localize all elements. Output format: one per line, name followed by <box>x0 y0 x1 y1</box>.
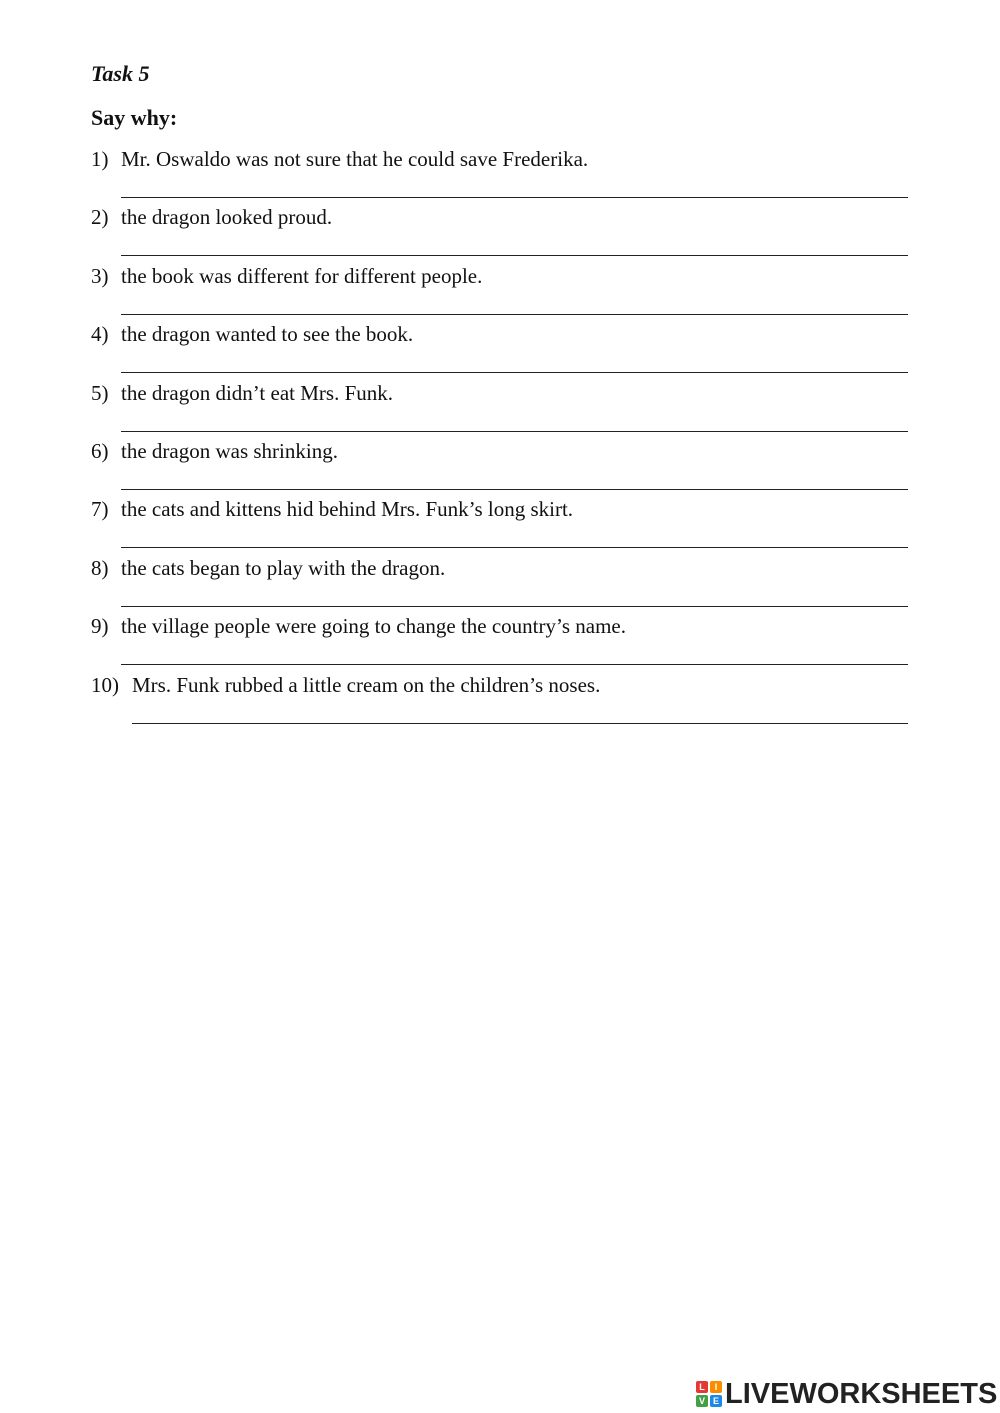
answer-field[interactable] <box>121 372 908 373</box>
answer-field[interactable] <box>132 723 908 724</box>
answer-field[interactable] <box>121 431 908 432</box>
question-list <box>91 145 911 729</box>
question-item <box>91 203 911 261</box>
logo-tile-l: L <box>696 1381 708 1393</box>
answer-field[interactable] <box>121 489 908 490</box>
question-text: the book was different for different people. <box>121 263 483 288</box>
question-item <box>91 554 911 612</box>
question-number: 1) <box>91 147 109 171</box>
logo-tile-v: V <box>696 1395 708 1407</box>
question-item <box>91 379 911 437</box>
answer-field[interactable] <box>121 255 908 256</box>
answer-field[interactable] <box>121 197 908 198</box>
question-number: 10) <box>91 672 119 697</box>
question-item <box>91 262 911 320</box>
question-text: the village people were going to change the country’s name. <box>121 614 626 639</box>
answer-field[interactable] <box>121 664 908 665</box>
question-item <box>91 145 911 203</box>
question-text: the dragon wanted to see the book. <box>121 322 414 347</box>
question-item <box>91 320 911 378</box>
answer-field[interactable] <box>121 547 908 548</box>
question-item <box>91 495 911 553</box>
question-item <box>91 437 911 495</box>
question-text: the dragon looked proud. <box>121 205 333 230</box>
question-text: the dragon was shrinking. <box>121 438 338 463</box>
question-text: the cats began to play with the dragon. <box>121 555 446 580</box>
question-number: 7) <box>91 497 109 522</box>
question-number: 3) <box>91 263 109 288</box>
question-text: Mr. Oswaldo was not sure that he could save Frederika. <box>121 147 589 171</box>
question-text: the cats and kittens hid behind Mrs. Funk’s long skirt. <box>121 497 574 522</box>
logo-tile-e: E <box>710 1395 722 1407</box>
task-title: Task 5 <box>91 61 150 86</box>
brand-name: LIVEWORKSHEETS <box>725 1378 998 1410</box>
question-item <box>91 671 911 729</box>
question-number: 4) <box>91 322 109 347</box>
question-number: 5) <box>91 380 109 405</box>
question-number: 2) <box>91 205 109 230</box>
instruction-heading: Say why: <box>91 105 178 130</box>
liveworksheets-brand <box>696 1378 997 1410</box>
liveworksheets-logo-icon <box>696 1381 722 1407</box>
answer-field[interactable] <box>121 314 908 315</box>
logo-tile-i: I <box>710 1381 722 1393</box>
question-item <box>91 612 911 670</box>
question-number: 8) <box>91 555 109 580</box>
question-number: 6) <box>91 438 109 463</box>
question-text: the dragon didn’t eat Mrs. Funk. <box>121 380 393 405</box>
question-number: 9) <box>91 614 109 639</box>
question-text: Mrs. Funk rubbed a little cream on the children’s noses. <box>132 672 601 697</box>
answer-field[interactable] <box>121 606 908 607</box>
